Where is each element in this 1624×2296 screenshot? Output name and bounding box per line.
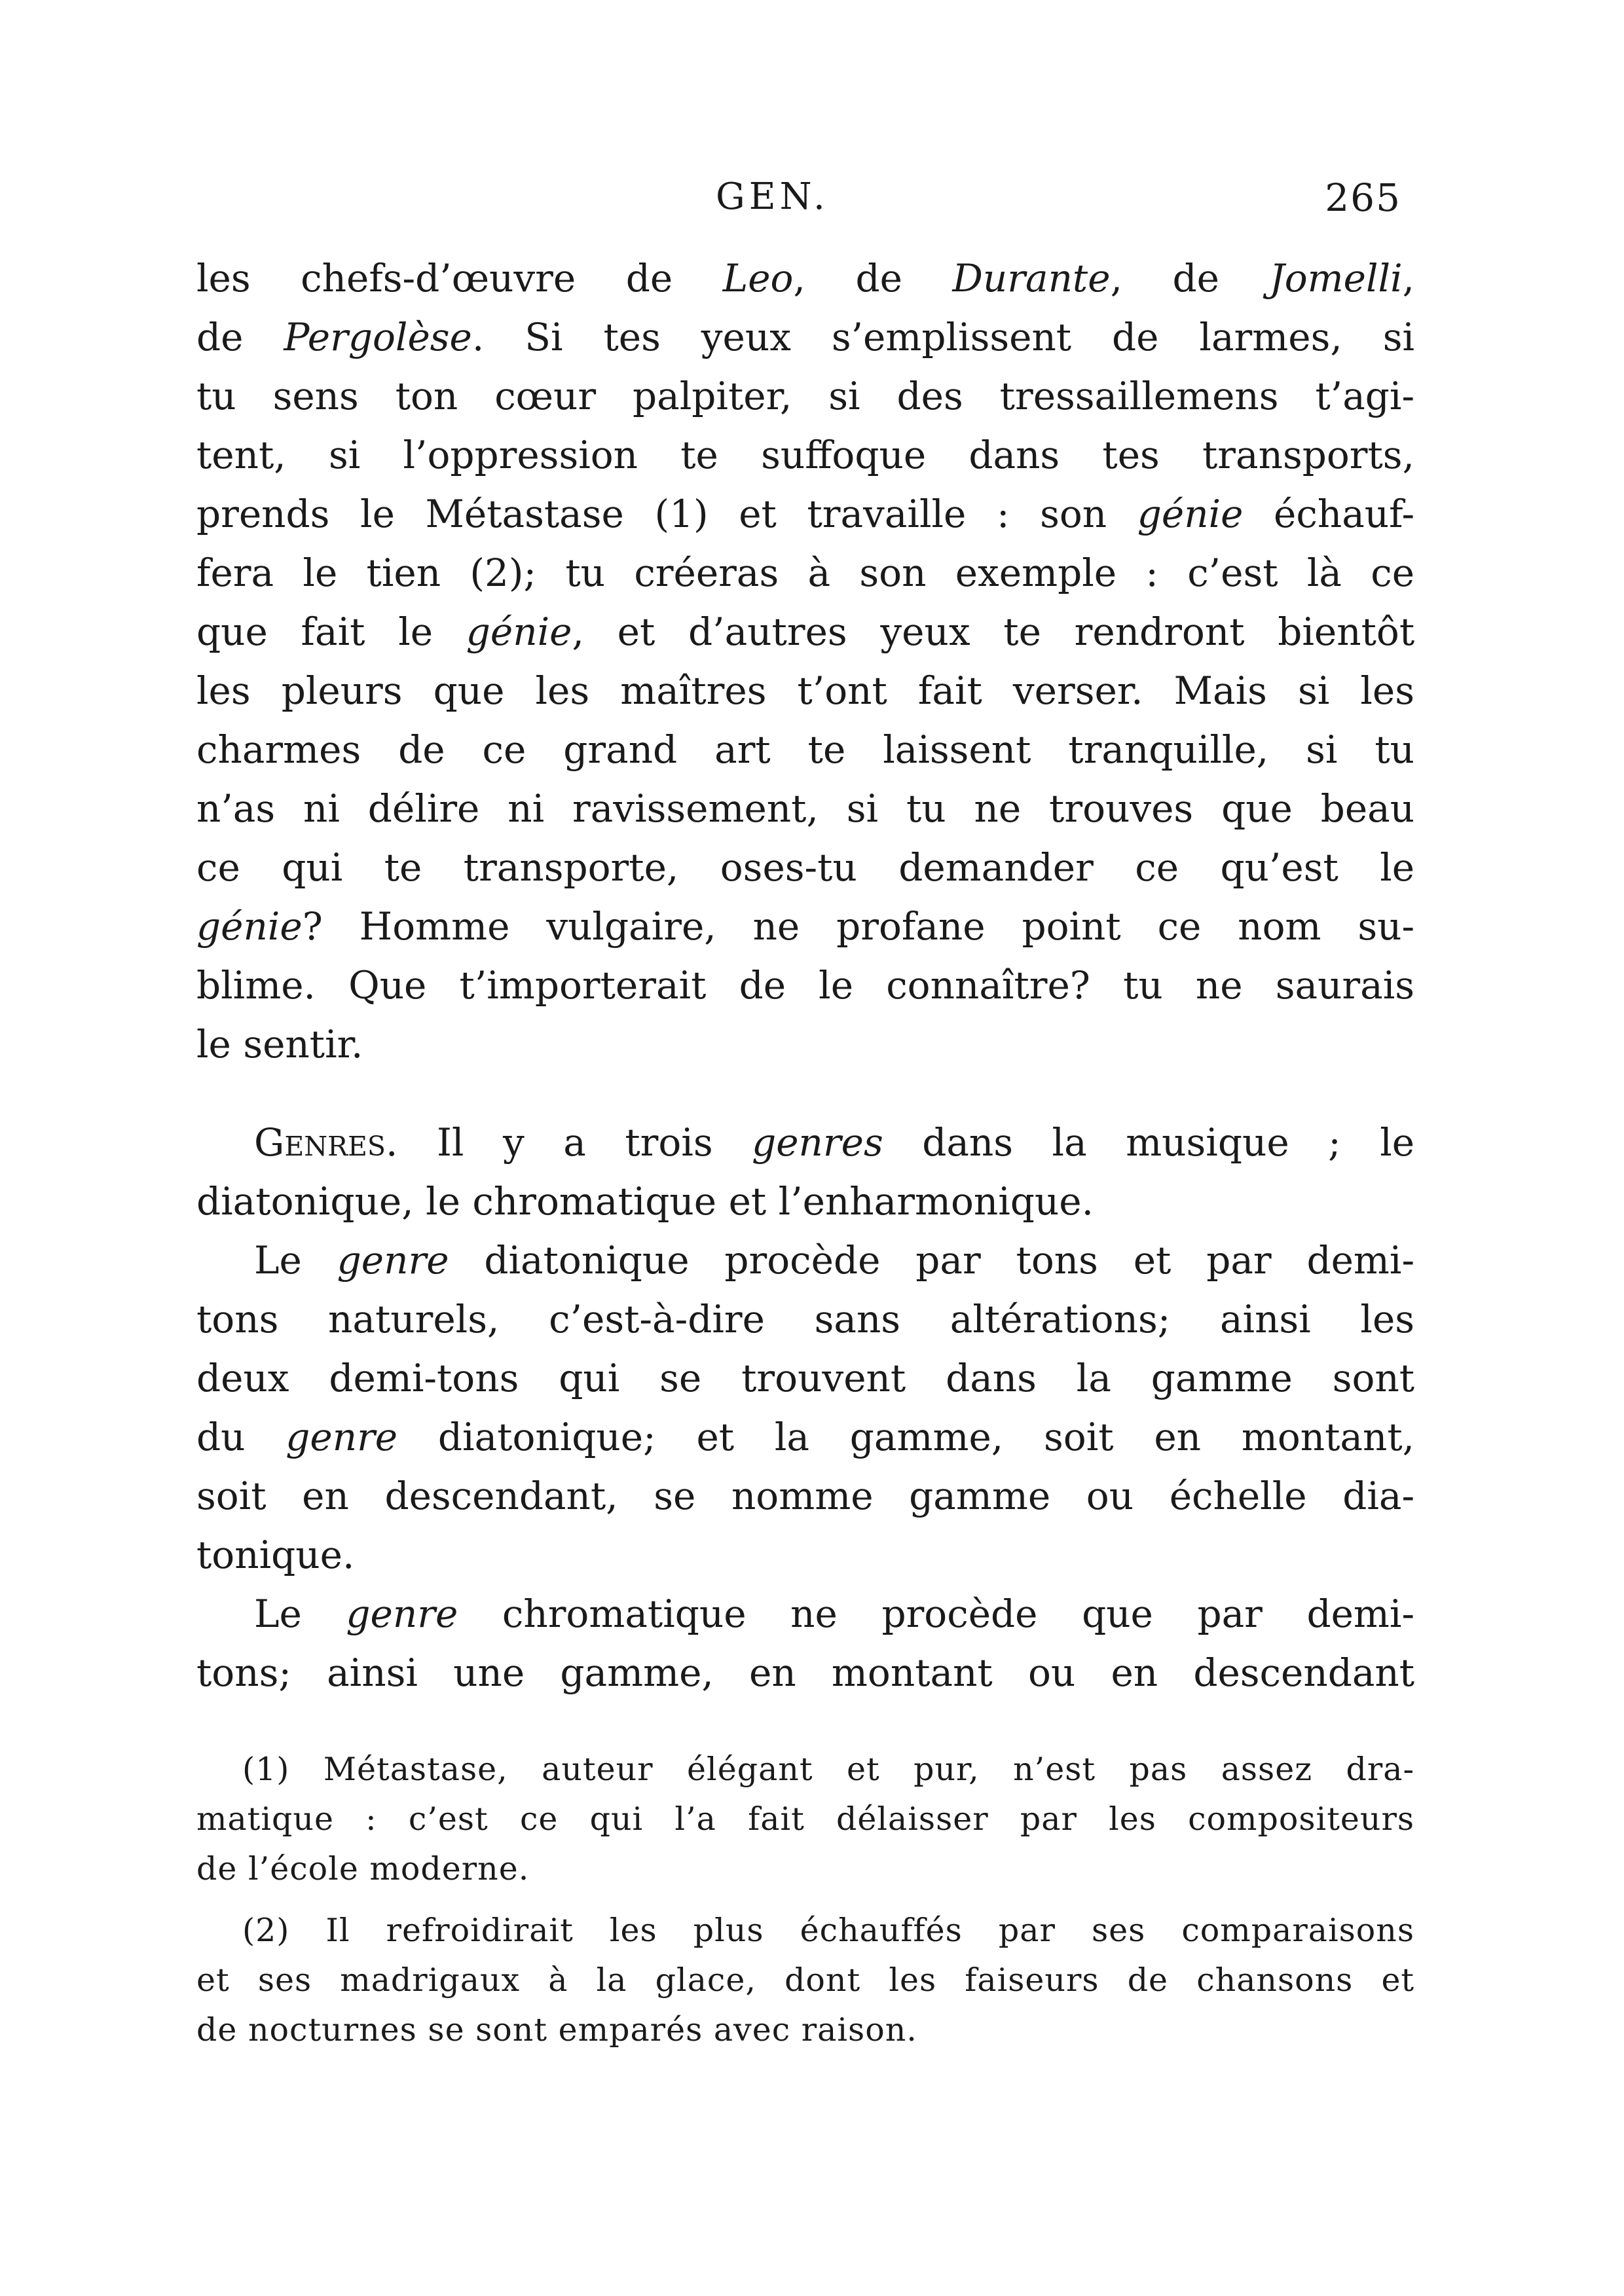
text-line: soit en descendant, se nomme gamme ou échelle dia- — [196, 1474, 1414, 1518]
text-line: que fait le génie, et d’autres yeux te rendront bientôt — [196, 610, 1414, 654]
text-line: tent, si l’oppression te suffoque dans tes transports, — [196, 433, 1414, 477]
footnote-line: (2) Il refroidirait les plus échauffés par ses comparaisons — [242, 1912, 1414, 1949]
text-line: charmes de ce grand art te laissent tranquille, si tu — [196, 727, 1414, 772]
running-head: GEN. — [716, 175, 829, 218]
text-line: ce qui te transporte, oses-tu demander ce qu’est le — [196, 845, 1414, 890]
footnote-line: et ses madrigaux à la glace, dont les faiseurs de chansons et — [196, 1961, 1414, 1999]
entry-heading-line: Genres. Il y a trois genres dans la musique ; le — [254, 1120, 1414, 1165]
text-line: blime. Que t’importerait de le connaître? tu ne saurais — [196, 963, 1414, 1008]
page-number: 265 — [1325, 175, 1401, 220]
footnote-line: de nocturnes se sont emparés avec raison. — [196, 2011, 917, 2049]
paragraph-genres-entry — [196, 1113, 1414, 1231]
footnote-1 — [196, 1745, 1414, 1894]
text-line: les pleurs que les maîtres t’ont fait verser. Mais si les — [196, 668, 1414, 713]
paragraph-genie-conclusion — [196, 249, 1414, 1074]
text-line: de Pergolèse. Si tes yeux s’emplissent de larmes, si — [196, 315, 1414, 359]
paragraph-genre-chromatique — [196, 1584, 1414, 1702]
footnote-2 — [196, 1906, 1414, 2055]
text-line: génie? Homme vulgaire, ne profane point ce nom su- — [196, 904, 1414, 949]
text-line: du genre diatonique; et la gamme, soit en montant, — [196, 1415, 1414, 1459]
text-line: deux demi-tons qui se trouvent dans la gamme sont — [196, 1356, 1414, 1400]
text-line: tons naturels, c’est-à-dire sans altérations; ainsi les — [196, 1297, 1414, 1341]
text-line: tons; ainsi une gamme, en montant ou en descendant — [196, 1650, 1414, 1695]
text-line: tonique. — [196, 1533, 355, 1577]
page-header — [196, 175, 1414, 228]
text-line: le sentir. — [196, 1022, 363, 1066]
footnote-line: (1) Métastase, auteur élégant et pur, n’est pas assez dra- — [242, 1751, 1414, 1788]
text-line: fera le tien (2); tu créeras à son exemple : c’est là ce — [196, 551, 1414, 595]
text-line: diatonique, le chromatique et l’enharmonique. — [196, 1179, 1094, 1224]
paragraph-genre-diatonique — [196, 1231, 1414, 1584]
text-line: n’as ni délire ni ravissement, si tu ne trouves que beau — [196, 786, 1414, 831]
text-line: tu sens ton cœur palpiter, si des tressaillemens t’agi- — [196, 374, 1414, 418]
text-line: Le genre diatonique procède par tons et par demi- — [254, 1238, 1414, 1283]
footnote-line: de l’école moderne. — [196, 1850, 530, 1887]
footnote-line: matique : c’est ce qui l’a fait délaisser par les compositeurs — [196, 1800, 1414, 1838]
text-line: Le genre chromatique ne procède que par demi- — [254, 1592, 1414, 1636]
text-line: les chefs-d’œuvre de Leo, de Durante, de Jomelli, — [196, 256, 1414, 301]
footnotes — [196, 1745, 1414, 2055]
text-line: prends le Métastase (1) et travaille : son génie échauf- — [196, 492, 1414, 536]
